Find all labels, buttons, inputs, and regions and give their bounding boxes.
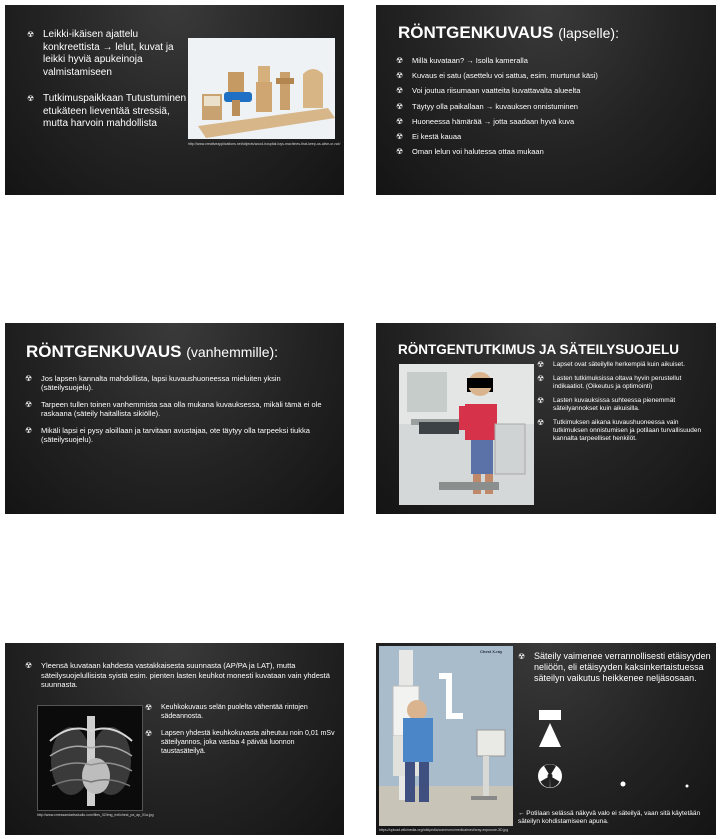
slide-3[interactable]	[5, 323, 344, 514]
slide-6-bullets	[518, 651, 714, 684]
radiation-icon: ☢	[396, 131, 404, 141]
bullet-item: ☢ Täytyy olla paikallaan → kuvauksen onnistuminen	[396, 101, 578, 111]
bullet-item: ☢ Jos lapsen kannalta mahdollista, lapsi kuvaushuoneessa mieluiten yksin (säteilysuojelu).	[25, 374, 281, 392]
beam-triangle-icon	[539, 723, 561, 747]
bullet-item: ☢ Lasten kuvauksissa suhteessa pienemmät säteilyannokset kuin aikuisilla.	[537, 396, 676, 412]
bullet-item: ☢ Tutkimuspaikkaan Tutustuminen etukäteen lieventää stressiä, mutta harvoin mahdollista	[27, 93, 187, 129]
image-credit: http://www.creativeapplications.net/objects/wood-hospital-toys-machines-that-keep-us-alive-or-not/	[188, 142, 341, 146]
radiation-icon: ☢	[25, 374, 33, 383]
radiation-icon: ☢	[27, 30, 35, 39]
bullet-item: ☢ Oman lelun voi halutessa ottaa mukaan	[396, 147, 544, 157]
bullet-item: ☢ Huoneessa hämärää → jotta saadaan hyvä kuva	[396, 116, 575, 126]
slide-2[interactable]	[376, 5, 716, 195]
toy-hospital-photo	[188, 38, 335, 139]
child-xray-photo	[399, 364, 534, 505]
slide-4[interactable]	[376, 323, 716, 514]
image-credit: http://www.cmessandartsstudio.com/files_02/img_ext/chest_pa_ap_01a.jpg	[37, 813, 154, 817]
radiation-icon: ☢	[25, 661, 33, 670]
slide-1-bullets	[27, 29, 197, 145]
radiation-icon: ☢	[27, 94, 35, 103]
slide-2-bullets	[396, 56, 706, 162]
radiation-icon: ☢	[396, 101, 404, 111]
bullet-item: ☢ Mikäli lapsi ei pysy aloillaan ja tarvitaan avustajaa, ote täytyy olla tarpeeksi tiukka (säteilysuojelu).	[25, 426, 310, 444]
radiation-icon: ☢	[396, 86, 404, 96]
bullet-item: ☢ Voi joutua riisumaan vaatteita kuvattavalta alueelta	[396, 86, 581, 96]
bullet-item: ☢ Leikki-ikäisen ajattelu konkreettista → lelut, kuvat ja leikki hyviä apukeinoja valmistamiseen	[27, 29, 174, 78]
bullet-item: ☢ Millä kuvataan? → Isolla kameralla	[396, 56, 528, 65]
patient-standing-chest-xray-illustration	[379, 646, 513, 826]
slide-5-top-bullets	[25, 661, 337, 690]
distance-marker-dot	[621, 782, 626, 787]
slide-6-footer: ← Potilaan selässä näkyvä valo ei säteilyä, vaan sitä käytetään säteilyn kohdistamiseen apuna.	[518, 810, 701, 825]
slide-1[interactable]	[5, 5, 344, 195]
image-credit: https://upload.wikimedia.org/wikipedia/commons/medicalmed/xray-exposure-3D.jpg	[379, 828, 509, 832]
bullet-item: ☢ Lapsen yhdestä keuhkokuvasta aiheutuu noin 0,01 mSv säteilyannos, joka vastaa 4 päivää luonnon taustasäteilyä.	[145, 729, 335, 755]
radiation-icon: ☢	[537, 396, 545, 405]
slide-5-side-bullets	[145, 703, 340, 764]
patient-xray-photo	[379, 646, 513, 826]
bullet-item: ☢ Keuhkokuvaus selän puolelta vähentää rintojen sädeannosta.	[145, 703, 308, 720]
radiation-icon: ☢	[145, 703, 153, 712]
bullet-item: ☢ Yleensä kuvataan kahdesta vastakkaisesta suunnasta (AP/PA ja LAT), mutta säteilysuojelullisista syistä esim. pienten lasten keuhkot monesti kuvataan vain yhdestä suunnasta.	[25, 661, 330, 689]
bullet-item: ☢ Säteily vaimenee verrannollisesti etäisyyden neliöön, eli etäisyyden kaksinkertaistuessa säteilyn vaikutus heikkenee neljäsosaan.	[518, 651, 711, 683]
radiation-icon: ☢	[25, 400, 33, 409]
bullet-item: ☢ Tutkimuksen aikana kuvaushuoneessa vain tutkimuksen onnistumisen ja potilaan turvallisuuden kannalta tarpeelliset henkilöt.	[537, 418, 702, 442]
slide-title: RÖNTGENKUVAUS (lapselle):	[398, 23, 619, 42]
bullet-item: ☢ Lapset ovat säteilylle herkempiä kuin aikuiset.	[537, 360, 685, 369]
child-at-xray-table-illustration	[399, 364, 534, 505]
radiation-icon: ☢	[537, 360, 545, 369]
radiation-icon: ☢	[396, 147, 404, 157]
bullet-item: ☢ Ei kestä kauaa	[396, 131, 462, 141]
distance-marker-dot	[686, 785, 689, 788]
chest-radiograph-illustration	[38, 706, 143, 811]
slide-3-bullets	[25, 374, 325, 452]
radiation-icon: ☢	[537, 374, 545, 383]
slide-title: RÖNTGENTUTKIMUS JA SÄTEILYSUOJELU	[398, 342, 680, 357]
slide-5[interactable]	[5, 643, 344, 835]
radiation-icon: ☢	[25, 426, 33, 435]
bullet-item: ☢ Tarpeen tullen toinen vanhemmista saa olla mukana kuvauksessa, mikäli tämä ei ole raskaana (säteily haitallista sikiölle).	[25, 400, 322, 418]
wooden-toys-illustration	[188, 38, 335, 139]
source-rectangle	[539, 710, 561, 720]
radiation-icon: ☢	[145, 729, 153, 738]
bullet-item: ☢ Kuvaus ei satu (asettelu voi sattua, esim. murtunut käsi)	[396, 71, 598, 81]
radiation-icon: ☢	[396, 116, 404, 126]
chest-xray-image	[37, 705, 143, 811]
slide-6[interactable]	[376, 643, 716, 835]
radiation-icon: ☢	[537, 418, 545, 427]
radiation-icon: ☢	[396, 56, 404, 65]
slide-4-bullets	[537, 361, 712, 449]
radiation-icon: ☢	[396, 71, 404, 81]
bullet-item: ☢ Lasten tutkimuksissa oltava hyvin perustellut indikaatiot. (Oikeutus ja optimointi)	[537, 374, 682, 390]
slide-title: RÖNTGENKUVAUS (vanhemmille):	[26, 342, 279, 361]
image-label: Chest X-ray	[480, 649, 503, 654]
inverse-square-diagram	[531, 707, 716, 797]
radiation-icon: ☢	[518, 652, 526, 661]
